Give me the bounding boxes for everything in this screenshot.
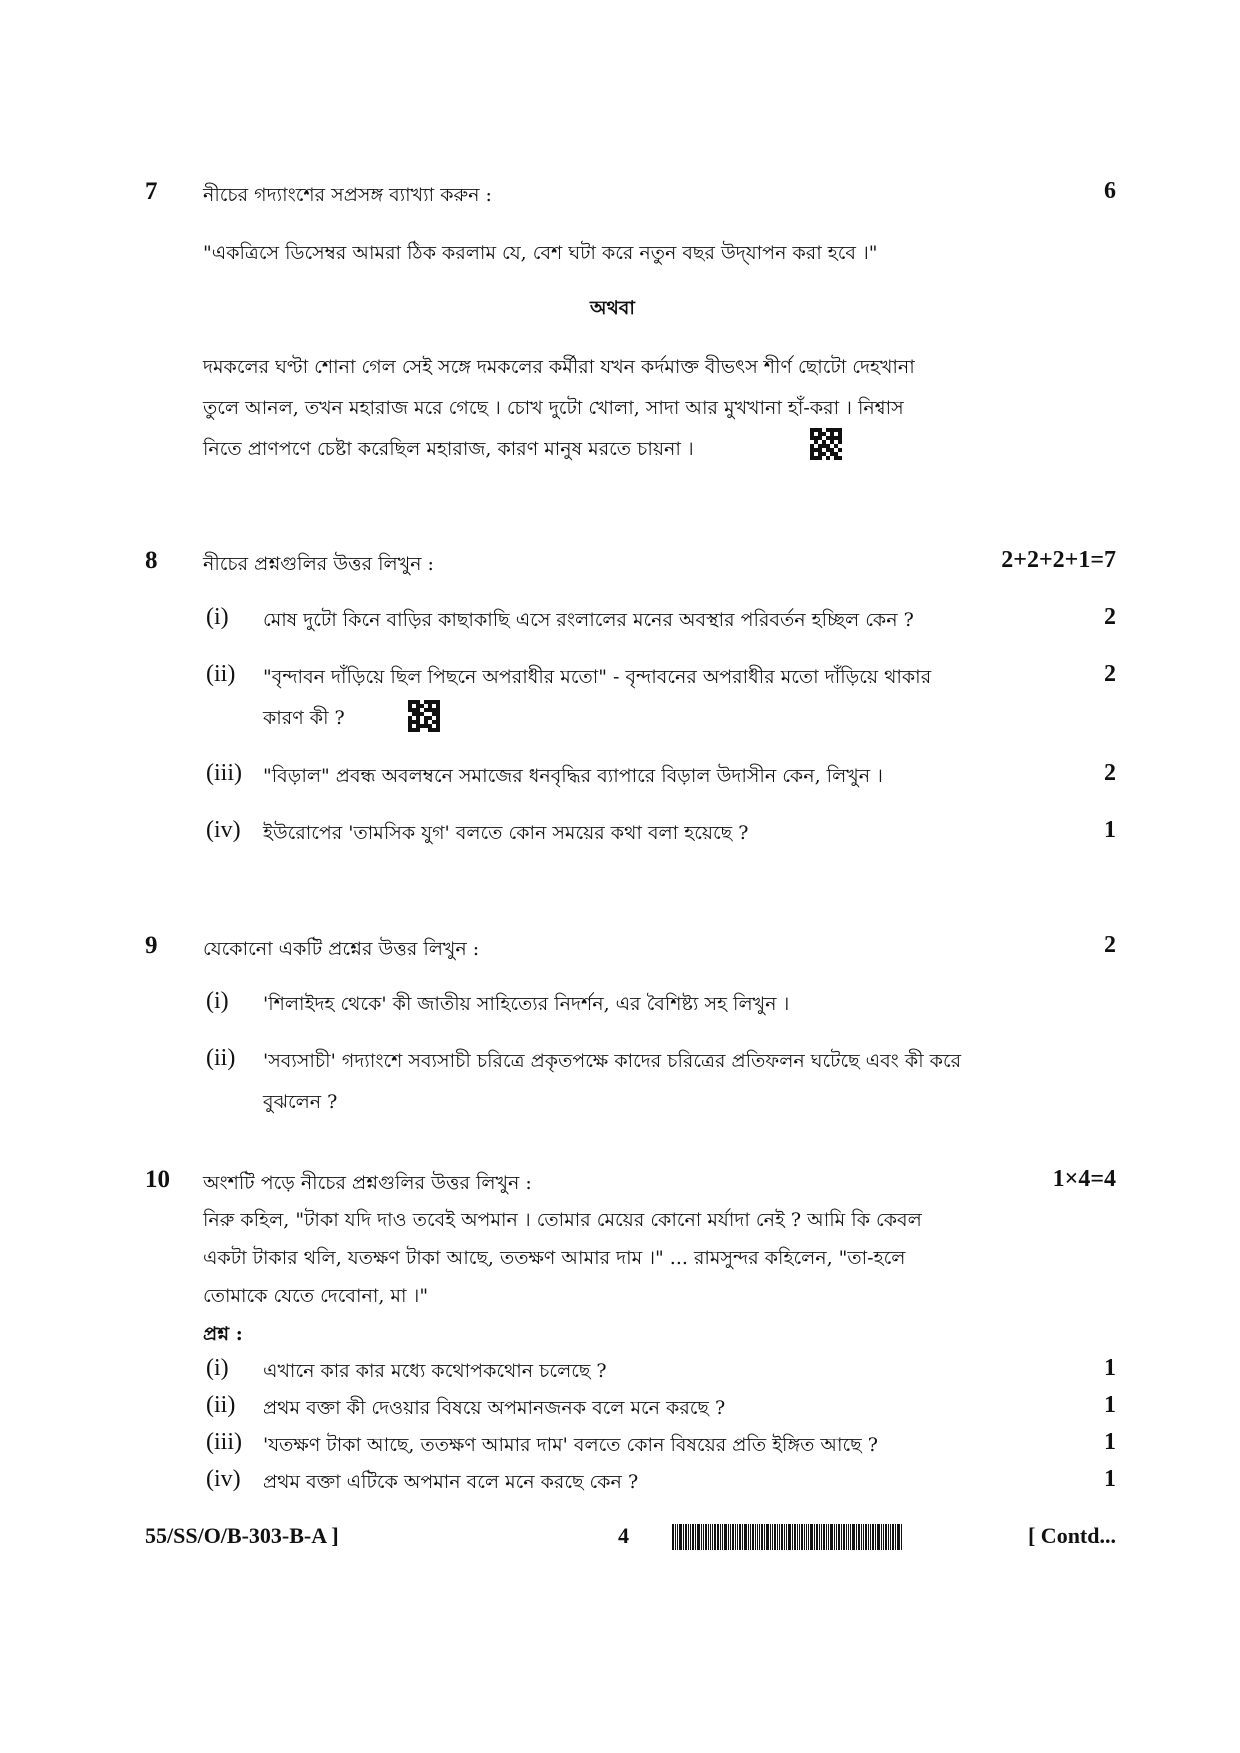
barcode-bar — [735, 1524, 736, 1550]
barcode-bar — [806, 1524, 807, 1550]
qr-code-icon — [408, 700, 440, 732]
barcode-bar — [788, 1524, 791, 1550]
qr-code-icon — [810, 428, 842, 460]
barcode-bar — [863, 1524, 864, 1550]
barcode-bar — [885, 1524, 887, 1550]
q10-prompt: অংশটি পড়ে নীচের প্রশ্নগুলির উত্তর লিখুন : — [203, 1172, 532, 1194]
q9-number: 9 — [145, 932, 158, 959]
q8-item-text: মোষ দুটো কিনে বাড়ির কাছাকাছি এসে রংলালের মনের অবস্থার পরিবর্তন হচ্ছিল কেন ? — [263, 609, 914, 631]
barcode-bar — [761, 1524, 763, 1550]
barcode-bar — [888, 1524, 889, 1550]
barcode-bar — [781, 1524, 783, 1550]
barcode-bar — [703, 1524, 704, 1550]
barcode-bar — [826, 1524, 827, 1550]
q10-number: 10 — [145, 1166, 170, 1193]
barcode-bar — [714, 1524, 716, 1550]
contd-label: [ Contd... — [1027, 1523, 1116, 1548]
q10-passage-line2: একটা টাকার থলি, যতক্ষণ টাকা আছে, ততক্ষণ আমার দাম ।" ... রামসুন্দর কহিলেন, "তা-হলে — [203, 1247, 906, 1269]
barcode-bar — [759, 1524, 760, 1550]
barcode-bar — [797, 1524, 798, 1550]
q7-alt-line2: তুলে আনল, তখন মহারাজ মরে গেছে । চোখ দুটো খোলা, সাদা আর মুখখানা হাঁ-করা । নিশ্বাস — [203, 397, 904, 419]
barcode-bar — [814, 1524, 815, 1550]
barcode-bar — [877, 1524, 880, 1550]
barcode-bar — [895, 1524, 896, 1550]
q10-item-num: (ii) — [206, 1392, 236, 1418]
barcode-bar — [683, 1524, 684, 1550]
barcode-bar — [755, 1524, 756, 1550]
barcode-bar — [784, 1524, 785, 1550]
barcode-bar — [819, 1524, 820, 1550]
barcode-bar — [892, 1524, 894, 1550]
q7-alt-line1: দমকলের ঘণ্টা শোনা গেল সেই সঙ্গে দমকলের কর্মীরা যখন কর্দমাক্ত বীভৎস শীর্ণ ছোটো দেহখানা — [203, 356, 915, 378]
barcode-bar — [779, 1524, 780, 1550]
barcode-bar — [834, 1524, 835, 1550]
q7-number: 7 — [145, 178, 158, 205]
q7-alt-line3: নিতে প্রাণপণে চেষ্টা করেছিল মহারাজ, কারণ মানুষ মরতে চায়না । — [203, 438, 694, 460]
q10-passage-line1: নিরু কহিল, "টাকা যদি দাও তবেই অপমান । তোমার মেয়ের কোনো মর্যাদা নেই ? আমি কি কেবল — [203, 1209, 922, 1231]
barcode-bar — [750, 1524, 751, 1550]
q8-number: 8 — [145, 547, 158, 574]
barcode-icon — [672, 1524, 903, 1550]
barcode-bar — [722, 1524, 723, 1550]
barcode-bar — [850, 1524, 851, 1550]
barcode-bar — [677, 1524, 678, 1550]
q8-marks: 2+2+2+1=7 — [1001, 547, 1116, 573]
barcode-bar — [672, 1524, 674, 1550]
barcode-bar — [881, 1524, 882, 1550]
q8-item-num: (ii) — [206, 661, 236, 687]
q10-item-text: 'যতক্ষণ টাকা আছে, ততক্ষণ আমার দাম' বলতে কোন বিষয়ের প্রতি ইঙ্গিত আছে ? — [263, 1434, 878, 1456]
barcode-bar — [856, 1524, 857, 1550]
barcode-bar — [739, 1524, 741, 1550]
barcode-bar — [724, 1524, 727, 1550]
barcode-bar — [712, 1524, 713, 1550]
barcode-bar — [801, 1524, 803, 1550]
barcode-bar — [705, 1524, 707, 1550]
q10-marks: 1×4=4 — [1052, 1166, 1116, 1192]
barcode-bar — [774, 1524, 776, 1550]
barcode-bar — [737, 1524, 738, 1550]
barcode-bar — [777, 1524, 778, 1550]
barcode-bar — [861, 1524, 862, 1550]
barcode-bar — [821, 1524, 822, 1550]
barcode-bar — [720, 1524, 721, 1550]
barcode-bar — [688, 1524, 689, 1550]
barcode-bar — [872, 1524, 874, 1550]
q8-item-text: "বৃন্দাবন দাঁড়িয়ে ছিল পিছনে অপরাধীর মতো" - বৃন্দাবনের অপরাধীর মতো দাঁড়িয়ে থাকার — [263, 666, 932, 688]
q8-item-text-cont: কারণ কী ? — [263, 707, 345, 729]
barcode-bar — [830, 1524, 833, 1550]
q8-item-marks: 2 — [1104, 760, 1116, 786]
q10-item-marks: 1 — [1104, 1466, 1116, 1492]
barcode-bar — [764, 1524, 765, 1550]
barcode-bar — [690, 1524, 691, 1550]
barcode-bar — [792, 1524, 793, 1550]
barcode-bar — [744, 1524, 747, 1550]
q9-item-num: (ii) — [206, 1045, 236, 1071]
q10-item-num: (iii) — [206, 1429, 242, 1455]
barcode-bar — [742, 1524, 743, 1550]
paper-code: 55/SS/O/B-303-B-A ] — [145, 1523, 339, 1548]
q10-item-text: এখানে কার কার মধ্যে কথোপকথোন চলেছে ? — [263, 1360, 607, 1382]
barcode-bar — [752, 1524, 754, 1550]
q10-item-marks: 1 — [1104, 1355, 1116, 1381]
q10-item-num: (iv) — [206, 1466, 241, 1492]
barcode-bar — [808, 1524, 809, 1550]
barcode-bar — [732, 1524, 734, 1550]
q7-prompt: নীচের গদ্যাংশের সপ্রসঙ্গ ব্যাখ্যা করুন : — [203, 184, 492, 206]
barcode-bar — [848, 1524, 849, 1550]
barcode-bar — [883, 1524, 884, 1550]
barcode-bar — [816, 1524, 818, 1550]
barcode-bar — [838, 1524, 840, 1550]
barcode-bar — [870, 1524, 871, 1550]
q7-marks: 6 — [1104, 178, 1116, 204]
barcode-bar — [685, 1524, 687, 1550]
barcode-bar — [799, 1524, 800, 1550]
barcode-bar — [766, 1524, 769, 1550]
barcode-bar — [823, 1524, 825, 1550]
barcode-bar — [757, 1524, 758, 1550]
barcode-bar — [890, 1524, 891, 1550]
q8-item-text: "বিড়াল" প্রবন্ধ অবলম্বনে সমাজের ধনবৃদ্ধির ব্যাপারে বিড়াল উদাসীন কেন, লিখুন । — [263, 765, 883, 787]
barcode-bar — [675, 1524, 676, 1550]
barcode-bar — [858, 1524, 860, 1550]
barcode-bar — [794, 1524, 796, 1550]
barcode-bar — [679, 1524, 682, 1550]
barcode-bar — [710, 1524, 711, 1550]
barcode-bar — [875, 1524, 876, 1550]
barcode-bar — [841, 1524, 842, 1550]
barcode-bar — [748, 1524, 749, 1550]
barcode-bar — [846, 1524, 847, 1550]
barcode-bar — [828, 1524, 829, 1550]
q10-item-marks: 1 — [1104, 1392, 1116, 1418]
q10-item-num: (i) — [206, 1355, 229, 1381]
barcode-bar — [728, 1524, 729, 1550]
q10-question-label: প্রশ্ন : — [203, 1323, 243, 1345]
q8-item-num: (iv) — [206, 817, 241, 843]
q9-item-text-cont: বুঝলেন ? — [263, 1091, 338, 1113]
barcode-bar — [730, 1524, 731, 1550]
q8-item-marks: 1 — [1104, 817, 1116, 843]
q10-passage-line3: তোমাকে যেতে দেবোনা, মা ।" — [203, 1285, 429, 1307]
q10-item-marks: 1 — [1104, 1429, 1116, 1455]
barcode-bar — [770, 1524, 771, 1550]
barcode-bar — [897, 1524, 900, 1550]
barcode-bar — [717, 1524, 719, 1550]
q9-item-text: 'শিলাইদহ থেকে' কী জাতীয় সাহিত্যের নিদর্শন, এর বৈশিষ্ট্য সহ লিখুন । — [263, 993, 790, 1015]
q8-item-text: ইউরোপের 'তামসিক যুগ' বলতে কোন সময়ের কথা বলা হয়েছে ? — [263, 822, 749, 844]
barcode-bar — [810, 1524, 813, 1550]
q9-marks: 2 — [1104, 932, 1116, 958]
barcode-bar — [786, 1524, 787, 1550]
barcode-bar — [836, 1524, 837, 1550]
barcode-bar — [843, 1524, 845, 1550]
q9-item-num: (i) — [206, 988, 229, 1014]
q10-item-text: প্রথম বক্তা কী দেওয়ার বিষয়ে অপমানজনক বলে মনে করছে ? — [263, 1397, 726, 1419]
q9-item-text: 'সব্যসাচী' গদ্যাংশে সব্যসাচী চরিত্রে প্রকৃতপক্ষে কাদের চরিত্রের প্রতিফলন ঘটেছে এবং কী করে — [263, 1050, 962, 1072]
barcode-bar — [901, 1524, 902, 1550]
barcode-bar — [804, 1524, 805, 1550]
q7-or-label: অথবা — [590, 297, 635, 319]
barcode-bar — [868, 1524, 869, 1550]
barcode-bar — [701, 1524, 702, 1550]
q8-item-num: (i) — [206, 604, 229, 630]
barcode-bar — [692, 1524, 694, 1550]
q10-item-text: প্রথম বক্তা এটিকে অপমান বলে মনে করছে কেন ? — [263, 1471, 639, 1493]
barcode-bar — [852, 1524, 855, 1550]
page-number: 4 — [618, 1523, 629, 1548]
q9-prompt: যেকোনো একটি প্রশ্নের উত্তর লিখুন : — [203, 938, 480, 960]
barcode-bar — [865, 1524, 867, 1550]
q8-item-num: (iii) — [206, 760, 242, 786]
q8-item-marks: 2 — [1104, 661, 1116, 687]
q8-prompt: নীচের প্রশ্নগুলির উত্তর লিখুন : — [203, 553, 434, 575]
q7-quote: "একত্রিসে ডিসেম্বর আমরা ঠিক করলাম যে, বেশ ঘটা করে নতুন বছর উদ্‌যাপন করা হবে ।" — [203, 242, 878, 264]
barcode-bar — [708, 1524, 709, 1550]
barcode-bar — [695, 1524, 696, 1550]
barcode-bar — [697, 1524, 700, 1550]
q8-item-marks: 2 — [1104, 604, 1116, 630]
barcode-bar — [772, 1524, 773, 1550]
